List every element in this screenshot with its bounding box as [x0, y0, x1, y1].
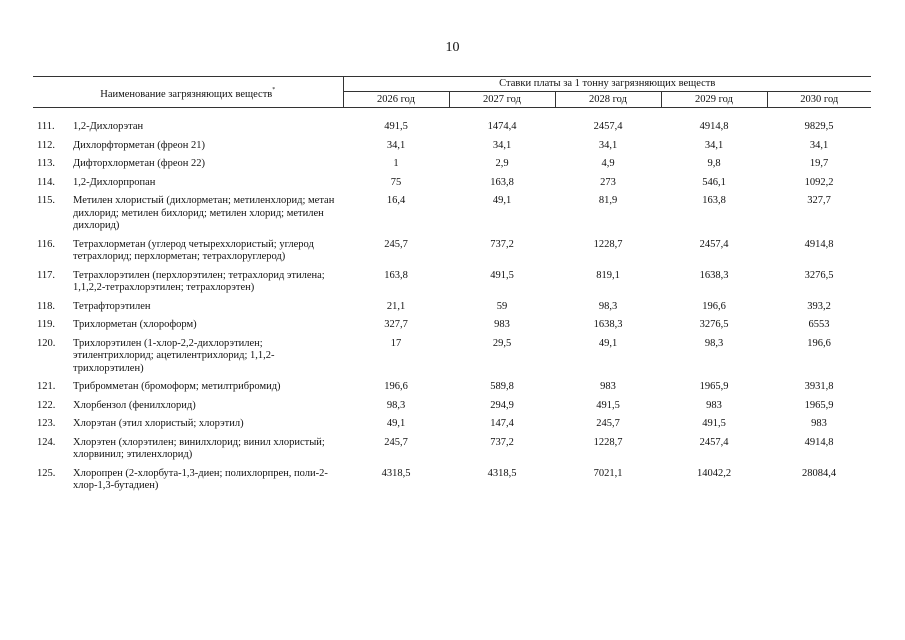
year-header: 2026 год	[343, 92, 449, 108]
substance-name: Дихлорфторметан (фреон 21)	[73, 139, 205, 151]
table-row	[33, 437, 871, 468]
substance-name: Хлорэтен (хлорэтилен; винилхлорид; винил хлористый; хлорвинил; этиленхлорид)	[73, 436, 325, 460]
rate-value: 1	[393, 158, 399, 169]
rate-value: 327,7	[384, 319, 408, 330]
name-header-text: Наименование загрязняющих веществ	[100, 88, 273, 100]
rate-value: 1228,7	[593, 238, 623, 250]
row-number: 117.	[37, 269, 55, 281]
rate-value: 19,7	[809, 158, 829, 169]
rate-value: 1638,3	[593, 319, 623, 330]
substance-name: Тетрахлорметан (углерод четыреххлористый; углерод тетрахлорид; перхлорметан; тетрахлоруглерод)	[73, 238, 314, 262]
rate-value: 491,5	[384, 121, 408, 132]
substance-name: 1,2-Дихлорэтан	[73, 121, 144, 132]
row-number: 120.	[37, 337, 56, 349]
rate-value: 59	[496, 300, 508, 312]
rate-value: 546,1	[702, 176, 726, 188]
substance-name: 1,2-Дихлорпропан	[73, 176, 156, 188]
rate-value: 163,8	[490, 176, 514, 188]
rate-value: 245,7	[384, 436, 408, 448]
rate-value: 737,2	[490, 238, 514, 250]
table-row	[33, 301, 871, 320]
row-number: 114.	[37, 176, 55, 188]
rate-value: 49,1	[598, 337, 618, 349]
table-row	[33, 381, 871, 400]
rate-value: 245,7	[596, 418, 620, 429]
rate-value: 98,3	[386, 399, 406, 411]
rate-value: 3931,8	[804, 381, 834, 392]
substance-name: Хлоропрен (2-хлорбута-1,3-диен; полихлорпрен, поли-2-хлор-1,3-бутадиен)	[73, 467, 328, 491]
year-header: 2028 год	[555, 92, 661, 108]
rate-value: 2,9	[495, 158, 509, 169]
table-row	[33, 121, 871, 140]
page-number: 10	[445, 40, 460, 55]
rate-value: 163,8	[702, 195, 726, 206]
substance-name: Трихлорметан (хлороформ)	[73, 319, 197, 330]
rate-value: 75	[390, 176, 402, 188]
rate-value: 273	[600, 176, 616, 188]
rate-value: 983	[600, 381, 616, 392]
rate-value: 4914,8	[804, 238, 834, 250]
table-row	[33, 468, 871, 499]
rate-value: 2457,4	[593, 121, 623, 132]
rate-value: 196,6	[384, 381, 408, 392]
rate-value: 163,8	[384, 269, 408, 281]
rate-value: 1965,9	[804, 399, 834, 411]
year-header: 2027 год	[449, 92, 555, 108]
rate-value: 245,7	[384, 238, 408, 250]
rate-value: 4,9	[601, 158, 615, 169]
rate-value: 34,1	[492, 139, 512, 151]
rate-value: 34,1	[598, 139, 618, 151]
rate-value: 983	[706, 399, 722, 411]
row-number: 118.	[37, 300, 55, 312]
rate-value: 1965,9	[699, 381, 729, 392]
rate-value: 147,4	[490, 418, 514, 429]
rate-value: 819,1	[596, 269, 620, 281]
substance-name: Трихлорэтилен (1-хлор-2,2-дихлорэтилен; этилентрихлорид; ацетилентрихлорид; 1,1,2-трихлорэтилен)	[73, 337, 275, 374]
row-number: 113.	[37, 158, 55, 169]
rate-value: 4318,5	[487, 467, 517, 479]
substance-name: Тетрахлорэтилен (перхлорэтилен; тетрахлорид этилена; 1,1,2,2-тетрахлорэтилен; тетрахлорэтен)	[73, 269, 325, 293]
rate-value: 983	[494, 319, 510, 330]
table-row	[33, 158, 871, 177]
rate-value: 1228,7	[593, 436, 623, 448]
rate-value: 16,4	[386, 195, 406, 206]
substance-name: Тетрафторэтилен	[73, 300, 151, 312]
rate-value: 491,5	[490, 269, 514, 281]
rate-value: 49,1	[386, 418, 406, 429]
table-row	[33, 140, 871, 159]
substance-name: Трибромметан (бромоформ; метилтрибромид)	[73, 381, 281, 392]
rate-value: 3276,5	[699, 319, 729, 330]
row-number: 115.	[37, 195, 55, 206]
substance-name: Дифторхлорметан (фреон 22)	[73, 158, 205, 169]
row-number: 116.	[37, 238, 55, 250]
substance-name: Хлорбензол (фенилхлорид)	[73, 399, 196, 411]
table-row	[33, 338, 871, 382]
rate-value: 4914,8	[699, 121, 729, 132]
rate-value: 393,2	[807, 300, 831, 312]
substance-name: Метилен хлористый (дихлорметан; метиленхлорид; метан дихлорид; метилен бихлорид; метилен хлорид; метилен дихлорид)	[73, 195, 335, 231]
rate-value: 34,1	[386, 139, 406, 151]
rate-value: 737,2	[490, 436, 514, 448]
rate-value: 491,5	[596, 399, 620, 411]
table-row	[33, 400, 871, 419]
rate-value: 327,7	[807, 195, 831, 206]
rate-value: 3276,5	[804, 269, 834, 281]
table-row	[33, 418, 871, 437]
rate-value: 17	[390, 337, 402, 349]
rate-value: 1092,2	[804, 176, 834, 188]
rate-value: 34,1	[809, 139, 829, 151]
rate-value: 491,5	[702, 418, 726, 429]
rate-value: 28084,4	[801, 467, 837, 479]
name-column-header	[33, 77, 343, 108]
rate-value: 98,3	[704, 337, 724, 349]
rate-value: 9829,5	[804, 121, 834, 132]
table-row	[33, 195, 871, 239]
table-row	[33, 239, 871, 270]
row-number: 124.	[37, 436, 56, 448]
substance-name: Хлорэтан (этил хлористый; хлорэтил)	[73, 418, 244, 429]
year-header: 2030 год	[767, 92, 871, 108]
rate-value: 21,1	[386, 300, 406, 312]
rate-value: 6553	[808, 319, 830, 330]
footnote-mark: *	[272, 86, 276, 93]
rate-value: 81,9	[598, 195, 618, 206]
row-number: 123.	[37, 418, 56, 429]
rate-value: 98,3	[598, 300, 618, 312]
rate-value: 49,1	[492, 195, 512, 206]
rate-value: 196,6	[807, 337, 831, 349]
row-number: 122.	[37, 399, 56, 411]
row-number: 125.	[37, 467, 56, 479]
rate-value: 7021,1	[593, 467, 623, 479]
rate-value: 589,8	[490, 381, 514, 392]
table-row	[33, 319, 871, 338]
rate-value: 196,6	[702, 300, 726, 312]
rate-value: 4914,8	[804, 436, 834, 448]
rate-value: 294,9	[490, 399, 514, 411]
rate-value: 1474,4	[487, 121, 517, 132]
table-row	[33, 177, 871, 196]
row-number: 119.	[37, 319, 55, 330]
rate-value: 29,5	[492, 337, 512, 349]
rate-value: 2457,4	[699, 238, 729, 250]
rate-value: 34,1	[704, 139, 724, 151]
rate-value: 1638,3	[699, 269, 729, 281]
table-row	[33, 270, 871, 301]
row-number: 112.	[37, 139, 55, 151]
rate-value: 983	[811, 418, 827, 429]
pollutant-rates-table	[33, 76, 871, 499]
row-number: 121.	[37, 381, 56, 392]
table-body	[33, 108, 871, 499]
rate-value: 2457,4	[699, 436, 729, 448]
row-number: 111.	[37, 121, 55, 132]
rate-value: 4318,5	[381, 467, 411, 479]
year-header: 2029 год	[661, 92, 767, 108]
rates-column-header: Ставки платы за 1 тонну загрязняющих веществ	[343, 77, 871, 92]
rate-value: 9,8	[707, 158, 721, 169]
rate-value: 14042,2	[696, 467, 732, 479]
